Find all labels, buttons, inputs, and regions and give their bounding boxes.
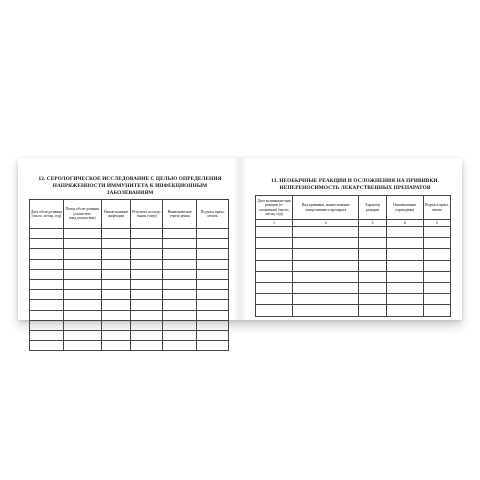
table-cell[interactable] — [359, 271, 386, 282]
table-cell[interactable] — [63, 320, 101, 330]
table-cell[interactable] — [131, 290, 163, 300]
booklet-spread — [18, 158, 462, 320]
table-row — [30, 249, 229, 259]
table-row — [256, 238, 451, 249]
right-page — [240, 158, 462, 320]
table-cell[interactable] — [101, 300, 131, 310]
table-cell[interactable] — [423, 282, 450, 293]
table-cell[interactable] — [386, 238, 423, 249]
table-cell[interactable] — [256, 271, 293, 282]
table-cell[interactable] — [163, 300, 197, 310]
table-cell[interactable] — [63, 341, 101, 351]
table-row — [256, 305, 451, 316]
reactions-table-body — [256, 227, 451, 317]
table-cell[interactable] — [386, 305, 423, 316]
header-reaction-character: Характер реакции — [359, 196, 386, 220]
table-cell[interactable] — [63, 249, 101, 259]
table-cell[interactable] — [163, 249, 197, 259]
table-row — [30, 259, 229, 269]
header-exam-date: Дата обследо-вания (число, месяц, год) — [30, 200, 64, 229]
table-cell[interactable] — [101, 341, 131, 351]
table-cell[interactable] — [197, 341, 229, 351]
table-cell[interactable] — [256, 238, 293, 249]
table-cell[interactable] — [423, 260, 450, 271]
table-cell[interactable] — [30, 330, 64, 340]
table-cell[interactable] — [386, 294, 423, 305]
table-cell[interactable] — [423, 227, 450, 238]
table-row — [30, 269, 229, 279]
table-cell[interactable] — [293, 294, 359, 305]
table-cell[interactable] — [386, 282, 423, 293]
right-title-line-2: НЕПЕРЕНОСИМОСТЬ ЛЕКАРСТВЕННЫХ ПРЕПАРАТОВ — [279, 185, 431, 191]
table-cell[interactable] — [293, 260, 359, 271]
table-cell[interactable] — [131, 330, 163, 340]
table-row — [30, 300, 229, 310]
table-cell[interactable] — [256, 282, 293, 293]
reactions-table — [255, 195, 451, 317]
left-page-title — [38, 176, 222, 197]
table-cell[interactable] — [359, 238, 386, 249]
table-cell[interactable] — [423, 238, 450, 249]
table-cell[interactable] — [197, 249, 229, 259]
serology-table — [29, 199, 229, 351]
table-cell[interactable] — [30, 279, 64, 289]
table-row — [30, 330, 229, 340]
table-cell[interactable] — [423, 249, 450, 260]
table-row — [30, 290, 229, 300]
table-cell[interactable] — [101, 320, 131, 330]
table-cell[interactable] — [131, 279, 163, 289]
table-cell[interactable] — [63, 310, 101, 320]
table-cell[interactable] — [101, 229, 131, 239]
table-cell[interactable] — [101, 249, 131, 259]
table-cell[interactable] — [30, 300, 64, 310]
table-cell[interactable] — [131, 300, 163, 310]
table-row — [256, 227, 451, 238]
table-row — [30, 341, 229, 351]
table-cell[interactable] — [101, 310, 131, 320]
table-cell[interactable] — [101, 259, 131, 269]
table-cell[interactable] — [163, 341, 197, 351]
table-cell[interactable] — [197, 310, 229, 320]
table-cell[interactable] — [386, 249, 423, 260]
table-cell[interactable] — [197, 330, 229, 340]
left-title-line-1: 12. СЕРОЛОГИЧЕСКОЕ ИССЛЕДОВАНИЕ С ЦЕЛЬЮ ОПРЕДЕЛЕНИЯ — [38, 176, 222, 182]
header-reaction-date: Дата возникнове-ния реакции (о-сложнения) (число, месяц, год) — [256, 196, 293, 220]
table-cell[interactable] — [163, 290, 197, 300]
table-cell[interactable] — [359, 260, 386, 271]
table-cell[interactable] — [359, 282, 386, 293]
table-cell[interactable] — [30, 269, 64, 279]
table-cell[interactable] — [386, 271, 423, 282]
table-cell[interactable] — [30, 310, 64, 320]
table-cell[interactable] — [163, 279, 197, 289]
table-cell[interactable] — [131, 259, 163, 269]
table-cell[interactable] — [386, 260, 423, 271]
table-cell[interactable] — [101, 290, 131, 300]
header-institution: Наименование учреждения — [386, 196, 423, 220]
table-cell[interactable] — [30, 341, 64, 351]
header-infection-name: Наиме-нование инфекции — [101, 200, 131, 229]
table-cell[interactable] — [101, 279, 131, 289]
column-number: 3 — [359, 220, 386, 227]
table-cell[interactable] — [63, 300, 101, 310]
table-cell[interactable] — [197, 239, 229, 249]
table-cell[interactable] — [359, 227, 386, 238]
table-cell[interactable] — [386, 227, 423, 238]
right-title-line-1: 13. НЕОБЫЧНЫЕ РЕАКЦИИ И ОСЛОЖНЕНИЯ НА ПРИВИВКИ. — [270, 178, 440, 184]
header-institution-name: Наименова-ние учреж-дения — [163, 200, 197, 229]
table-cell[interactable] — [63, 259, 101, 269]
table-cell[interactable] — [359, 294, 386, 305]
table-cell[interactable] — [197, 229, 229, 239]
table-cell[interactable] — [163, 239, 197, 249]
left-page — [18, 158, 241, 320]
table-cell[interactable] — [131, 239, 163, 249]
table-cell[interactable] — [63, 330, 101, 340]
table-row — [30, 279, 229, 289]
column-number: 5 — [423, 220, 450, 227]
left-title-line-3: ЗАБОЛЕВАНИЯМ — [106, 190, 154, 196]
reactions-table-header-row — [256, 196, 451, 220]
table-cell[interactable] — [197, 290, 229, 300]
table-cell[interactable] — [293, 305, 359, 316]
column-number-row — [256, 220, 451, 227]
table-cell[interactable] — [101, 239, 131, 249]
header-result-titer: Результат исследо-вания (титр) — [131, 200, 163, 229]
table-cell[interactable] — [293, 227, 359, 238]
table-row — [256, 282, 451, 293]
table-cell[interactable] — [101, 269, 131, 279]
table-cell[interactable] — [131, 269, 163, 279]
table-row — [256, 294, 451, 305]
table-row — [30, 239, 229, 249]
serology-table-body — [30, 229, 229, 351]
table-cell[interactable] — [163, 320, 197, 330]
table-row — [256, 249, 451, 260]
table-row — [256, 271, 451, 282]
table-cell[interactable] — [256, 227, 293, 238]
table-cell[interactable] — [197, 279, 229, 289]
table-cell[interactable] — [30, 249, 64, 259]
table-cell[interactable] — [359, 305, 386, 316]
column-number: 1 — [256, 220, 293, 227]
table-cell[interactable] — [197, 320, 229, 330]
table-cell[interactable] — [63, 239, 101, 249]
table-cell[interactable] — [101, 330, 131, 340]
header-exam-reason: Повод обсле-дования (плано-вое, эпид.показа-ния) — [63, 200, 101, 229]
column-number: 4 — [386, 220, 423, 227]
table-cell[interactable] — [30, 239, 64, 249]
table-cell[interactable] — [423, 294, 450, 305]
table-cell[interactable] — [293, 271, 359, 282]
table-cell[interactable] — [163, 259, 197, 269]
table-cell[interactable] — [63, 279, 101, 289]
table-cell[interactable] — [131, 249, 163, 259]
table-cell[interactable] — [163, 330, 197, 340]
table-cell[interactable] — [30, 290, 64, 300]
right-page-title — [270, 178, 440, 192]
table-row — [30, 310, 229, 320]
table-cell[interactable] — [30, 320, 64, 330]
header-signature: Подпись врача, печать — [423, 196, 450, 220]
table-cell[interactable] — [423, 271, 450, 282]
table-cell[interactable] — [63, 290, 101, 300]
table-cell[interactable] — [163, 310, 197, 320]
table-cell[interactable] — [256, 249, 293, 260]
table-cell[interactable] — [359, 249, 386, 260]
left-title-line-2: НАПРЯЖЕННОСТИ ИММУНИТЕТА К ИНФЕКЦИОННЫМ — [52, 183, 208, 189]
table-cell[interactable] — [63, 229, 101, 239]
table-row — [256, 260, 451, 271]
table-cell[interactable] — [30, 229, 64, 239]
table-cell[interactable] — [131, 341, 163, 351]
table-cell[interactable] — [293, 282, 359, 293]
table-row — [30, 229, 229, 239]
table-cell[interactable] — [197, 269, 229, 279]
table-cell[interactable] — [30, 259, 64, 269]
table-cell[interactable] — [423, 305, 450, 316]
table-cell[interactable] — [256, 294, 293, 305]
table-cell[interactable] — [197, 300, 229, 310]
table-cell[interactable] — [63, 269, 101, 279]
table-cell[interactable] — [163, 229, 197, 239]
table-cell[interactable] — [131, 229, 163, 239]
table-cell[interactable] — [131, 320, 163, 330]
table-cell[interactable] — [293, 249, 359, 260]
table-row — [30, 320, 229, 330]
column-number: 2 — [293, 220, 359, 227]
table-cell[interactable] — [256, 260, 293, 271]
table-cell[interactable] — [197, 259, 229, 269]
table-cell[interactable] — [163, 269, 197, 279]
header-vaccine-type: Вид прививки, наиме-нование лекарственного препарата — [293, 196, 359, 220]
header-doctor-signature: Подпись врача, печать — [197, 200, 229, 229]
table-cell[interactable] — [131, 310, 163, 320]
table-cell[interactable] — [256, 305, 293, 316]
table-cell[interactable] — [293, 238, 359, 249]
serology-table-header-row — [30, 200, 229, 229]
